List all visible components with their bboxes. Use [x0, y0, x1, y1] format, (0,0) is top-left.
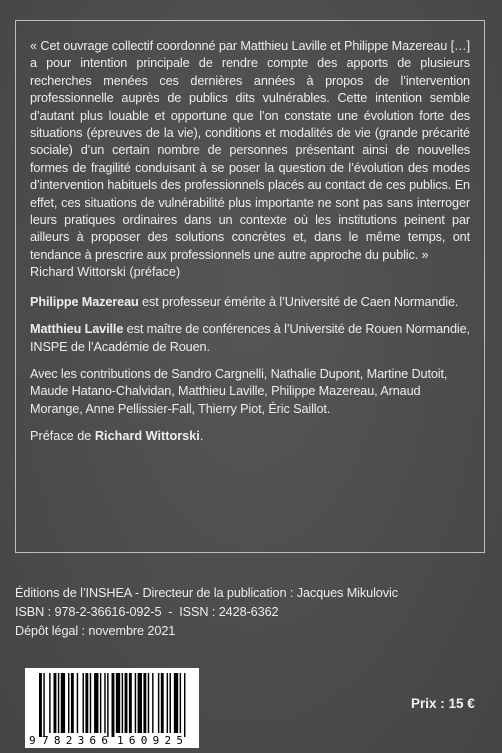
- barcode-bar: [174, 673, 178, 733]
- barcode-bar: [129, 673, 132, 733]
- barcode-bar: [116, 673, 120, 733]
- barcode-bar: [170, 673, 171, 733]
- preface-prefix: Préface de: [30, 429, 95, 444]
- barcode-bar: [161, 673, 164, 733]
- barcode-bar: [68, 673, 69, 733]
- barcode: [25, 668, 199, 748]
- barcode-bar: [125, 673, 128, 733]
- barcode-bar: [58, 673, 59, 733]
- barcode-bar: [83, 673, 84, 733]
- author-bio-text: est professeur émérite à l’Université de Caen Normandie.: [138, 294, 459, 309]
- barcode-bar: [39, 673, 42, 737]
- barcode-bar: [104, 673, 105, 733]
- barcode-bar: [107, 673, 108, 737]
- barcode-bar: [143, 673, 146, 733]
- author-bio-laville: [30, 321, 470, 356]
- preface-line: [30, 428, 470, 445]
- contributors-list: Avec les contributions de Sandro Cargnelli, Nathalie Dupont, Martine Dutoit, Maude Hatano-Chalvidan, Matthieu Laville, Philippe Mazereau, Arnaud Morange, Anne Pellissier-Fall, Thierry Piot, Éric Saillot.: [30, 366, 448, 416]
- barcode-bar: [85, 673, 88, 733]
- barcode-bar: [61, 673, 65, 733]
- barcode-right-digits: 160925: [117, 734, 183, 747]
- legal-deposit-line: Dépôt légal : novembre 2021: [15, 624, 176, 638]
- price-label: Prix : 15 €: [411, 696, 475, 711]
- preface-suffix: .: [199, 429, 204, 444]
- barcode-bar: [138, 673, 142, 733]
- barcode-bars: [39, 673, 185, 737]
- back-cover-frame: [15, 20, 485, 553]
- barcode-first-digit: 9: [29, 734, 36, 747]
- back-cover-quote: « Cet ouvrage collectif coordonné par Matthieu Laville et Philippe Mazereau […] a pour intention principale de rendre compte des apports de plusieurs recherches menées ces dernières années à propos de l’intervention professionnelle auprès de publics dits vulnérables. Cette intention semble d’autant plus louable et opportune que l’on constate une évolution forte des situations (épreuves de la vie), conditions et modalités de vie (grande précarité sociale) d’un certain nombre de personnes présentant ainsi de nouvelles formes de fragilité conduisant à se poser la question de l’évolution des modes d’intervention habituels des professionnels placés au contact de ces publics. En effet, ces situations de vulnérabilité plus importante ne sont pas sans interroger leurs pratiques ordinaires dans un contexte où les institutions peinent par ailleurs à proposer des solutions concrètes et, dans le même temps, ont tendance à prescrire aux professionnels une autre approche du public. »: [30, 39, 470, 262]
- barcode-bar: [184, 673, 185, 737]
- barcode-bar: [112, 673, 115, 737]
- author-bio-text: est maître de conférences à l’Université de Rouen Normandie, INSPE de l’Académie de Rouen.: [30, 322, 470, 354]
- barcode-bar: [180, 673, 181, 733]
- barcode-bar: [77, 673, 78, 733]
- barcode-bar: [158, 673, 159, 733]
- quote-attribution: Richard Wittorski (préface): [30, 265, 181, 280]
- publisher-info: [15, 584, 495, 641]
- barcode-bar: [100, 673, 101, 733]
- barcode-bar: [148, 673, 149, 733]
- barcode-bar: [167, 673, 168, 733]
- barcode-bar: [135, 673, 136, 733]
- barcode-bar: [43, 673, 44, 737]
- barcode-bar: [94, 673, 98, 733]
- barcode-bar: [54, 673, 57, 733]
- author-bio-mazereau: [30, 294, 470, 311]
- barcode-left-digits: 782366: [42, 734, 108, 747]
- barcode-graphic: [25, 668, 199, 748]
- preface-author-name: Richard Wittorski: [94, 429, 200, 444]
- author-name: Matthieu Laville: [30, 322, 124, 337]
- barcode-bar: [71, 673, 74, 733]
- barcode-bar: [122, 673, 123, 733]
- barcode-bar: [49, 673, 50, 733]
- barcode-bar: [152, 673, 153, 733]
- barcode-bar: [90, 673, 91, 733]
- author-name: Philippe Mazereau: [30, 294, 139, 309]
- isbn-issn-line: ISBN : 978-2-36616-092-5 - ISSN : 2428-6362: [15, 605, 279, 619]
- publisher-line: Éditions de l’INSHEA - Directeur de la publication : Jacques Mikulovic: [15, 586, 398, 600]
